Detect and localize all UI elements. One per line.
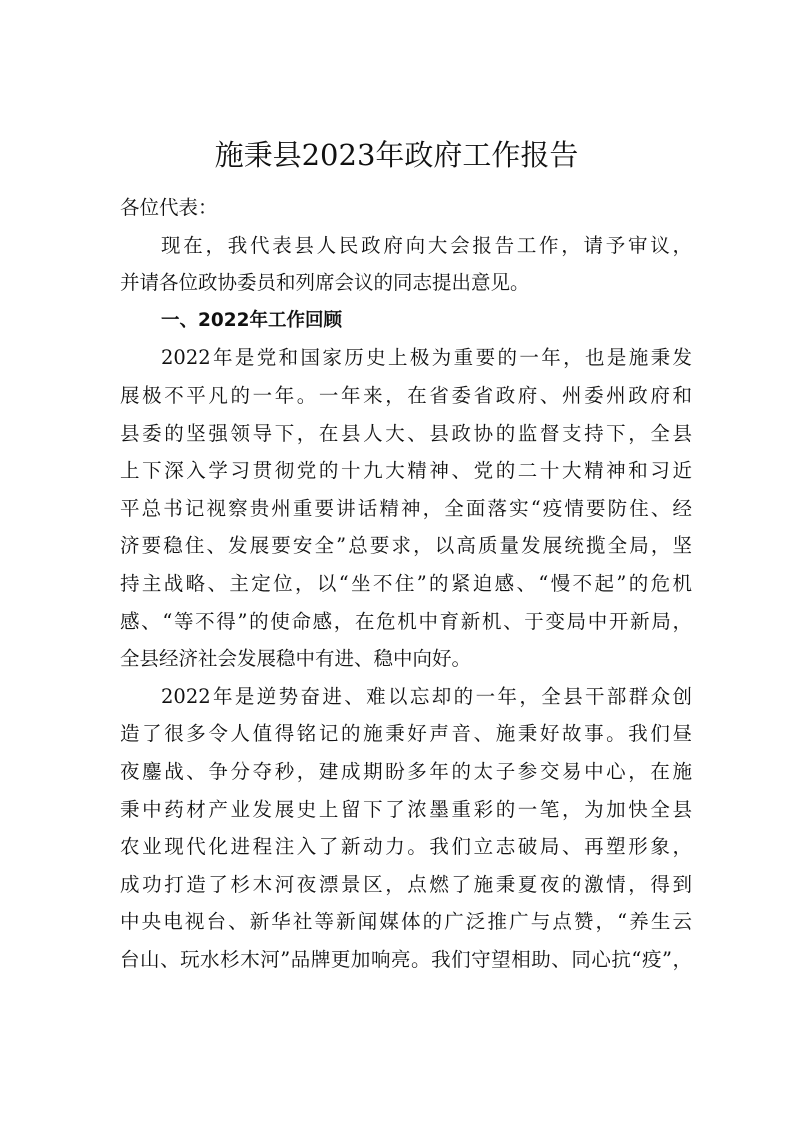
paragraph-line: 2022年是党和国家历史上极为重要的一年，也是施秉发 [161,346,692,370]
paragraph-line: 夜鏖战、争分夺秒，建成期盼多年的太子参交易中心，在施 [120,759,692,783]
paragraph-line: 县委的坚强领导下，在县人大、县政协的监督支持下，全县 [120,421,692,445]
paragraph-line: 台山、玩水杉木河”品牌更加响亮。我们守望相助、同心抗“疫”， [120,947,692,971]
paragraph-line: 全县经济社会发展稳中有进、稳中向好。 [120,647,472,671]
paragraph-line: 现在，我代表县人民政府向大会报告工作，请予审议， [161,233,692,257]
paragraph-line: 济要稳住、发展要安全”总要求，以高质量发展统揽全局，坚 [120,534,692,558]
paragraph-line: 上下深入学习贯彻党的十九大精神、党的二十大精神和习近 [120,459,692,483]
paragraph-line: 农业现代化进程注入了新动力。我们立志破局、再塑形象， [120,835,692,859]
paragraph-line: 持主战略、主定位，以“坐不住”的紧迫感、“慢不起”的危机 [120,571,692,595]
section-heading: 一、2022年工作回顾 [161,309,342,331]
document-body [120,189,692,978]
paragraph-line: 秉中药材产业发展史上留下了浓墨重彩的一笔，为加快全县 [120,797,692,821]
paragraph-line: 并请各位政协委员和列席会议的同志提出意见。 [120,271,530,295]
paragraph-line: 2022年是逆势奋进、难以忘却的一年，全县干部群众创 [161,684,692,708]
paragraph-line: 展极不平凡的一年。一年来，在省委省政府、州委州政府和 [120,383,692,407]
paragraph-line: 平总书记视察贵州重要讲话精神，全面落实“疫情要防住、经 [120,496,692,520]
paragraph-line: 成功打造了杉木河夜漂景区，点燃了施秉夏夜的激情，得到 [120,872,692,896]
paragraph-line: 中央电视台、新华社等新闻媒体的广泛推广与点赞，“养生云 [120,910,692,934]
document-title: 施秉县2023年政府工作报告 [214,138,579,172]
paragraph-line: 造了很多令人值得铭记的施秉好声音、施秉好故事。我们昼 [120,722,692,746]
paragraph-line: 感、“等不得”的使命感，在危机中育新机、于变局中开新局， [120,609,692,633]
salutation: 各位代表： [120,196,218,219]
